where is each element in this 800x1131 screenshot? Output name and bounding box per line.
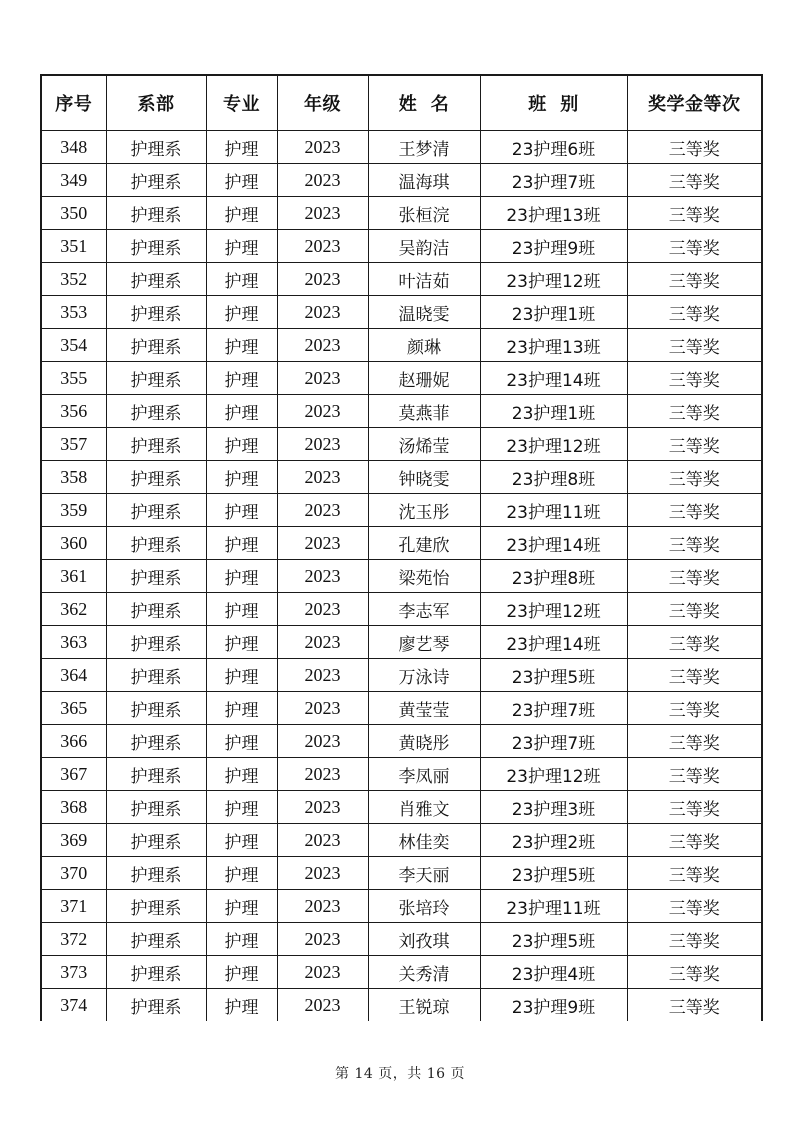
cell-index: 348: [41, 131, 106, 164]
cell-award: 三等奖: [627, 230, 762, 263]
cell-major: 护理: [206, 395, 277, 428]
cell-award: 三等奖: [627, 890, 762, 923]
cell-award: 三等奖: [627, 263, 762, 296]
cell-award: 三等奖: [627, 560, 762, 593]
cell-name: 李凤丽: [368, 758, 480, 791]
cell-grade: 2023: [277, 461, 368, 494]
cell-major: 护理: [206, 329, 277, 362]
cell-name: 汤烯莹: [368, 428, 480, 461]
cell-index: 363: [41, 626, 106, 659]
cell-department: 护理系: [106, 362, 206, 395]
cell-department: 护理系: [106, 131, 206, 164]
cell-class: 23护理5班: [480, 923, 627, 956]
cell-award: 三等奖: [627, 527, 762, 560]
cell-class: 23护理11班: [480, 494, 627, 527]
cell-award: 三等奖: [627, 857, 762, 890]
cell-grade: 2023: [277, 758, 368, 791]
cell-major: 护理: [206, 626, 277, 659]
cell-grade: 2023: [277, 659, 368, 692]
cell-major: 护理: [206, 164, 277, 197]
cell-award: 三等奖: [627, 956, 762, 989]
cell-grade: 2023: [277, 263, 368, 296]
cell-major: 护理: [206, 923, 277, 956]
cell-department: 护理系: [106, 626, 206, 659]
cell-award: 三等奖: [627, 164, 762, 197]
cell-major: 护理: [206, 725, 277, 758]
table-row: [41, 758, 762, 791]
cell-award: 三等奖: [627, 131, 762, 164]
table-row: [41, 956, 762, 989]
cell-class: 23护理9班: [480, 230, 627, 263]
cell-award: 三等奖: [627, 197, 762, 230]
table-row: [41, 560, 762, 593]
cell-department: 护理系: [106, 758, 206, 791]
cell-grade: 2023: [277, 131, 368, 164]
header-award: 奖学金等次: [627, 75, 762, 131]
cell-major: 护理: [206, 527, 277, 560]
cell-grade: 2023: [277, 197, 368, 230]
page-number-footer: 第 14 页，共 16 页: [335, 1066, 465, 1082]
cell-name: 肖雅文: [368, 791, 480, 824]
cell-major: 护理: [206, 263, 277, 296]
cell-grade: 2023: [277, 857, 368, 890]
cell-grade: 2023: [277, 164, 368, 197]
table-row: [41, 395, 762, 428]
cell-major: 护理: [206, 428, 277, 461]
cell-name: 温晓雯: [368, 296, 480, 329]
cell-major: 护理: [206, 593, 277, 626]
cell-index: 372: [41, 923, 106, 956]
cell-award: 三等奖: [627, 296, 762, 329]
cell-class: 23护理3班: [480, 791, 627, 824]
cell-index: 368: [41, 791, 106, 824]
cell-award: 三等奖: [627, 428, 762, 461]
table-row: [41, 527, 762, 560]
cell-award: 三等奖: [627, 824, 762, 857]
cell-class: 23护理7班: [480, 692, 627, 725]
cell-class: 23护理4班: [480, 956, 627, 989]
cell-name: 温海琪: [368, 164, 480, 197]
cell-index: 355: [41, 362, 106, 395]
table-row: [41, 989, 762, 1022]
cell-class: 23护理14班: [480, 362, 627, 395]
cell-department: 护理系: [106, 263, 206, 296]
cell-major: 护理: [206, 296, 277, 329]
cell-index: 357: [41, 428, 106, 461]
cell-name: 吴韵洁: [368, 230, 480, 263]
cell-index: 358: [41, 461, 106, 494]
cell-department: 护理系: [106, 296, 206, 329]
cell-grade: 2023: [277, 362, 368, 395]
cell-class: 23护理7班: [480, 725, 627, 758]
cell-index: 349: [41, 164, 106, 197]
cell-major: 护理: [206, 494, 277, 527]
cell-major: 护理: [206, 230, 277, 263]
table-row: [41, 362, 762, 395]
cell-department: 护理系: [106, 395, 206, 428]
cell-department: 护理系: [106, 857, 206, 890]
cell-department: 护理系: [106, 725, 206, 758]
cell-class: 23护理8班: [480, 461, 627, 494]
cell-grade: 2023: [277, 428, 368, 461]
cell-class: 23护理7班: [480, 164, 627, 197]
cell-name: 叶洁茹: [368, 263, 480, 296]
cell-award: 三等奖: [627, 659, 762, 692]
cell-name: 颜琳: [368, 329, 480, 362]
cell-major: 护理: [206, 791, 277, 824]
cell-grade: 2023: [277, 560, 368, 593]
cell-name: 林佳奕: [368, 824, 480, 857]
cell-major: 护理: [206, 362, 277, 395]
cell-index: 362: [41, 593, 106, 626]
cell-department: 护理系: [106, 791, 206, 824]
table-row: [41, 296, 762, 329]
cell-class: 23护理2班: [480, 824, 627, 857]
cell-major: 护理: [206, 692, 277, 725]
cell-name: 黄晓彤: [368, 725, 480, 758]
scholarship-table: [40, 74, 763, 1021]
cell-name: 张培玲: [368, 890, 480, 923]
cell-award: 三等奖: [627, 923, 762, 956]
cell-index: 373: [41, 956, 106, 989]
header-index: 序号: [41, 75, 106, 131]
cell-name: 廖艺琴: [368, 626, 480, 659]
cell-award: 三等奖: [627, 461, 762, 494]
cell-grade: 2023: [277, 890, 368, 923]
cell-name: 赵珊妮: [368, 362, 480, 395]
cell-award: 三等奖: [627, 791, 762, 824]
table-row: [41, 593, 762, 626]
cell-name: 刘孜琪: [368, 923, 480, 956]
cell-name: 王梦清: [368, 131, 480, 164]
cell-index: 365: [41, 692, 106, 725]
table-row: [41, 329, 762, 362]
cell-index: 366: [41, 725, 106, 758]
cell-grade: 2023: [277, 989, 368, 1022]
cell-department: 护理系: [106, 692, 206, 725]
table-row: [41, 197, 762, 230]
cell-award: 三等奖: [627, 593, 762, 626]
table-row: [41, 494, 762, 527]
cell-department: 护理系: [106, 956, 206, 989]
cell-class: 23护理14班: [480, 626, 627, 659]
cell-grade: 2023: [277, 725, 368, 758]
cell-award: 三等奖: [627, 989, 762, 1022]
table-row: [41, 131, 762, 164]
cell-name: 沈玉彤: [368, 494, 480, 527]
table-row: [41, 659, 762, 692]
cell-index: 359: [41, 494, 106, 527]
cell-department: 护理系: [106, 230, 206, 263]
table-body: [41, 131, 762, 1022]
table-row: [41, 890, 762, 923]
cell-major: 护理: [206, 989, 277, 1022]
cell-class: 23护理12班: [480, 593, 627, 626]
cell-department: 护理系: [106, 890, 206, 923]
cell-grade: 2023: [277, 791, 368, 824]
cell-grade: 2023: [277, 527, 368, 560]
cell-major: 护理: [206, 461, 277, 494]
header-grade: 年级: [277, 75, 368, 131]
cell-major: 护理: [206, 758, 277, 791]
cell-class: 23护理12班: [480, 758, 627, 791]
cell-department: 护理系: [106, 461, 206, 494]
cell-grade: 2023: [277, 692, 368, 725]
cell-major: 护理: [206, 197, 277, 230]
cell-award: 三等奖: [627, 758, 762, 791]
cell-class: 23护理5班: [480, 659, 627, 692]
cell-class: 23护理13班: [480, 329, 627, 362]
table-row: [41, 626, 762, 659]
cell-class: 23护理13班: [480, 197, 627, 230]
header-class: 班 别: [480, 75, 627, 131]
cell-grade: 2023: [277, 296, 368, 329]
cell-index: 374: [41, 989, 106, 1022]
cell-department: 护理系: [106, 428, 206, 461]
cell-major: 护理: [206, 824, 277, 857]
cell-department: 护理系: [106, 659, 206, 692]
cell-index: 353: [41, 296, 106, 329]
cell-index: 354: [41, 329, 106, 362]
cell-department: 护理系: [106, 164, 206, 197]
cell-name: 万泳诗: [368, 659, 480, 692]
cell-name: 黄莹莹: [368, 692, 480, 725]
cell-index: 350: [41, 197, 106, 230]
cell-name: 钟晓雯: [368, 461, 480, 494]
table-row: [41, 857, 762, 890]
cell-name: 莫燕菲: [368, 395, 480, 428]
header-name: 姓 名: [368, 75, 480, 131]
cell-name: 李志军: [368, 593, 480, 626]
cell-name: 李天丽: [368, 857, 480, 890]
table-row: [41, 230, 762, 263]
cell-award: 三等奖: [627, 692, 762, 725]
cell-class: 23护理8班: [480, 560, 627, 593]
cell-grade: 2023: [277, 494, 368, 527]
cell-index: 367: [41, 758, 106, 791]
cell-major: 护理: [206, 956, 277, 989]
cell-class: 23护理1班: [480, 395, 627, 428]
cell-index: 352: [41, 263, 106, 296]
cell-award: 三等奖: [627, 725, 762, 758]
cell-class: 23护理9班: [480, 989, 627, 1022]
cell-grade: 2023: [277, 824, 368, 857]
cell-index: 360: [41, 527, 106, 560]
cell-index: 371: [41, 890, 106, 923]
cell-award: 三等奖: [627, 626, 762, 659]
cell-department: 护理系: [106, 560, 206, 593]
cell-name: 王锐琼: [368, 989, 480, 1022]
cell-name: 梁苑怡: [368, 560, 480, 593]
table-row: [41, 461, 762, 494]
cell-index: 369: [41, 824, 106, 857]
cell-index: 370: [41, 857, 106, 890]
cell-index: 364: [41, 659, 106, 692]
cell-class: 23护理12班: [480, 263, 627, 296]
cell-class: 23护理12班: [480, 428, 627, 461]
header-major: 专业: [206, 75, 277, 131]
cell-index: 356: [41, 395, 106, 428]
cell-major: 护理: [206, 131, 277, 164]
cell-grade: 2023: [277, 329, 368, 362]
cell-major: 护理: [206, 890, 277, 923]
table-header-row: [41, 75, 762, 131]
table-row: [41, 164, 762, 197]
cell-department: 护理系: [106, 527, 206, 560]
cell-award: 三等奖: [627, 329, 762, 362]
cell-grade: 2023: [277, 626, 368, 659]
table-row: [41, 824, 762, 857]
cell-department: 护理系: [106, 593, 206, 626]
cell-award: 三等奖: [627, 395, 762, 428]
cell-name: 关秀清: [368, 956, 480, 989]
table-row: [41, 692, 762, 725]
cell-index: 361: [41, 560, 106, 593]
cell-department: 护理系: [106, 329, 206, 362]
table-row: [41, 923, 762, 956]
cell-grade: 2023: [277, 593, 368, 626]
cell-award: 三等奖: [627, 362, 762, 395]
cell-name: 张桓浣: [368, 197, 480, 230]
table-row: [41, 725, 762, 758]
cell-grade: 2023: [277, 395, 368, 428]
cell-class: 23护理14班: [480, 527, 627, 560]
cell-name: 孔建欣: [368, 527, 480, 560]
cell-department: 护理系: [106, 824, 206, 857]
cell-major: 护理: [206, 857, 277, 890]
cell-class: 23护理11班: [480, 890, 627, 923]
table-row: [41, 428, 762, 461]
cell-major: 护理: [206, 560, 277, 593]
cell-department: 护理系: [106, 494, 206, 527]
cell-index: 351: [41, 230, 106, 263]
cell-department: 护理系: [106, 197, 206, 230]
cell-major: 护理: [206, 659, 277, 692]
header-department: 系部: [106, 75, 206, 131]
cell-department: 护理系: [106, 923, 206, 956]
cell-class: 23护理5班: [480, 857, 627, 890]
cell-grade: 2023: [277, 230, 368, 263]
cell-award: 三等奖: [627, 494, 762, 527]
table-row: [41, 263, 762, 296]
table-row: [41, 791, 762, 824]
cell-grade: 2023: [277, 956, 368, 989]
cell-class: 23护理6班: [480, 131, 627, 164]
cell-grade: 2023: [277, 923, 368, 956]
cell-class: 23护理1班: [480, 296, 627, 329]
cell-department: 护理系: [106, 989, 206, 1022]
